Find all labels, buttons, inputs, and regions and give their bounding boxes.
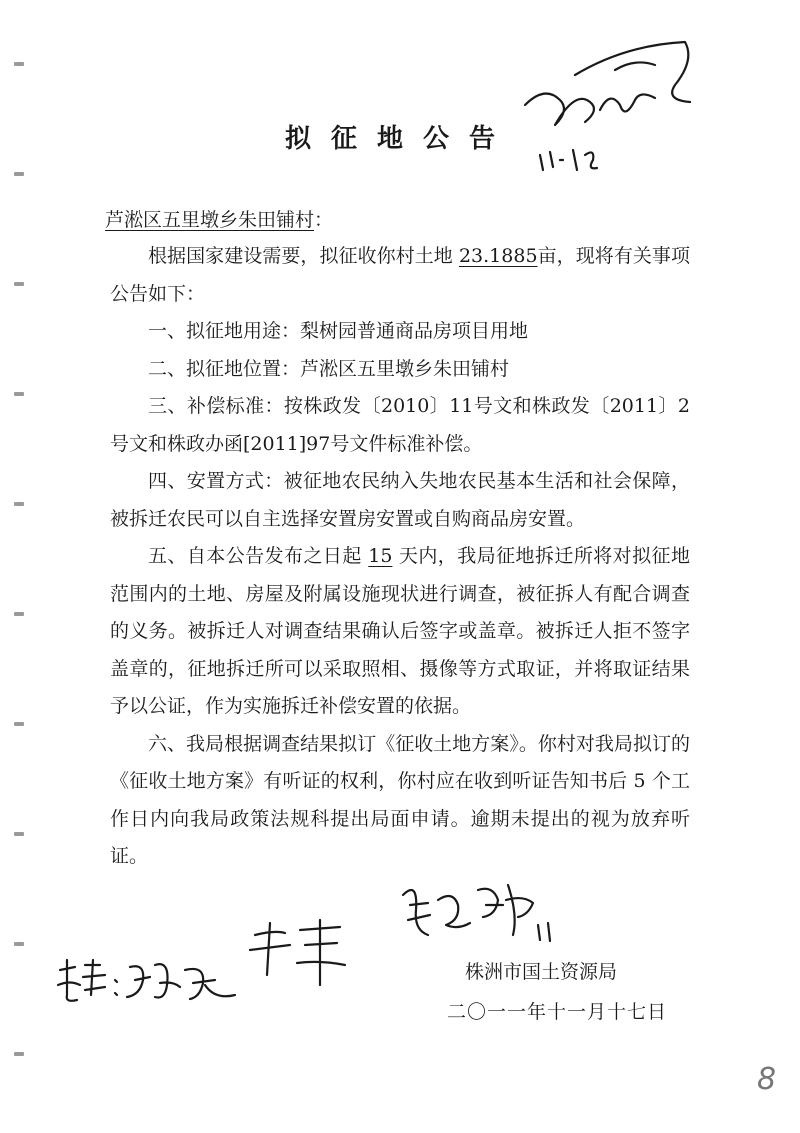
binder-hole: [14, 172, 24, 176]
binder-hole: [14, 722, 24, 726]
binder-hole: [14, 392, 24, 396]
addressee-colon: ：: [314, 209, 334, 231]
issue-date: 二〇一一年十一月十七日: [447, 1001, 668, 1023]
binder-hole: [14, 832, 24, 836]
intro-text-after: 亩，现将有关事项公告如下：: [110, 245, 690, 305]
binder-hole: [14, 62, 24, 66]
binder-hole: [14, 502, 24, 506]
binder-hole: [14, 942, 24, 946]
item-purpose: 一、拟征地用途：梨树园普通商品房项目用地: [148, 320, 529, 342]
issuing-authority: 株洲市国土资源局: [465, 961, 618, 983]
item-hearing: 六、我局根据调查结果拟订《征收土地方案》。你村对我局拟订的《征收土地方案》有听证的权利，你村应在收到听证告知书后 5 个工作日内向我局政策法规科提出局面申请。逾期未提出的视为放弃听证。: [110, 732, 690, 867]
binder-hole: [14, 1052, 24, 1056]
addressee: [105, 205, 333, 232]
page-number: 8: [757, 1062, 777, 1097]
item-compensation: 三、补偿标准：按株政发〔2010〕11号文和株政发〔2011〕2号文和株政办函[2011]97号文件标准补偿。: [110, 395, 690, 455]
handwritten-mark: [245, 915, 355, 995]
intro-text-before: 根据国家建设需要，拟征收你村土地: [148, 245, 453, 267]
notice-body: [110, 238, 690, 876]
binder-hole: [14, 282, 24, 286]
handwritten-signature-issuer: [398, 875, 568, 955]
item-resettlement: 四、安置方式：被征地农民纳入失地农民基本生活和社会保障，被拆迁农民可以自主选择安置房安置或自购商品房安置。: [110, 470, 690, 530]
survey-text-before: 五、自本公告发布之日起: [148, 545, 362, 567]
binder-hole: [14, 612, 24, 616]
handwritten-signature-drafter: [55, 955, 255, 1015]
item-survey: [110, 538, 690, 726]
page-title: 拟征地公告: [284, 124, 515, 154]
handwritten-signature-top: [515, 30, 715, 170]
survey-text-after: 天内，我局征地拆迁所将对拟征地范围内的土地、房屋及附属设施现状进行调查，被征拆人有配合调查的义务。被拆迁人对调查结果确认后签字或盖章。被拆迁人拒不签字盖章的，征地拆迁所可以采取照相、摄像等方式取证，并将取证结果予以公证，作为实施拆迁补偿安置的依据。: [110, 545, 690, 717]
land-area-value: 23.1885: [458, 245, 538, 267]
intro-paragraph: [110, 238, 690, 313]
survey-days-value: 15: [368, 545, 393, 567]
item-location: 二、拟征地位置：芦淞区五里墩乡朱田铺村: [148, 357, 510, 380]
addressee-village: 芦淞区五里墩乡朱田铺村: [105, 209, 315, 231]
